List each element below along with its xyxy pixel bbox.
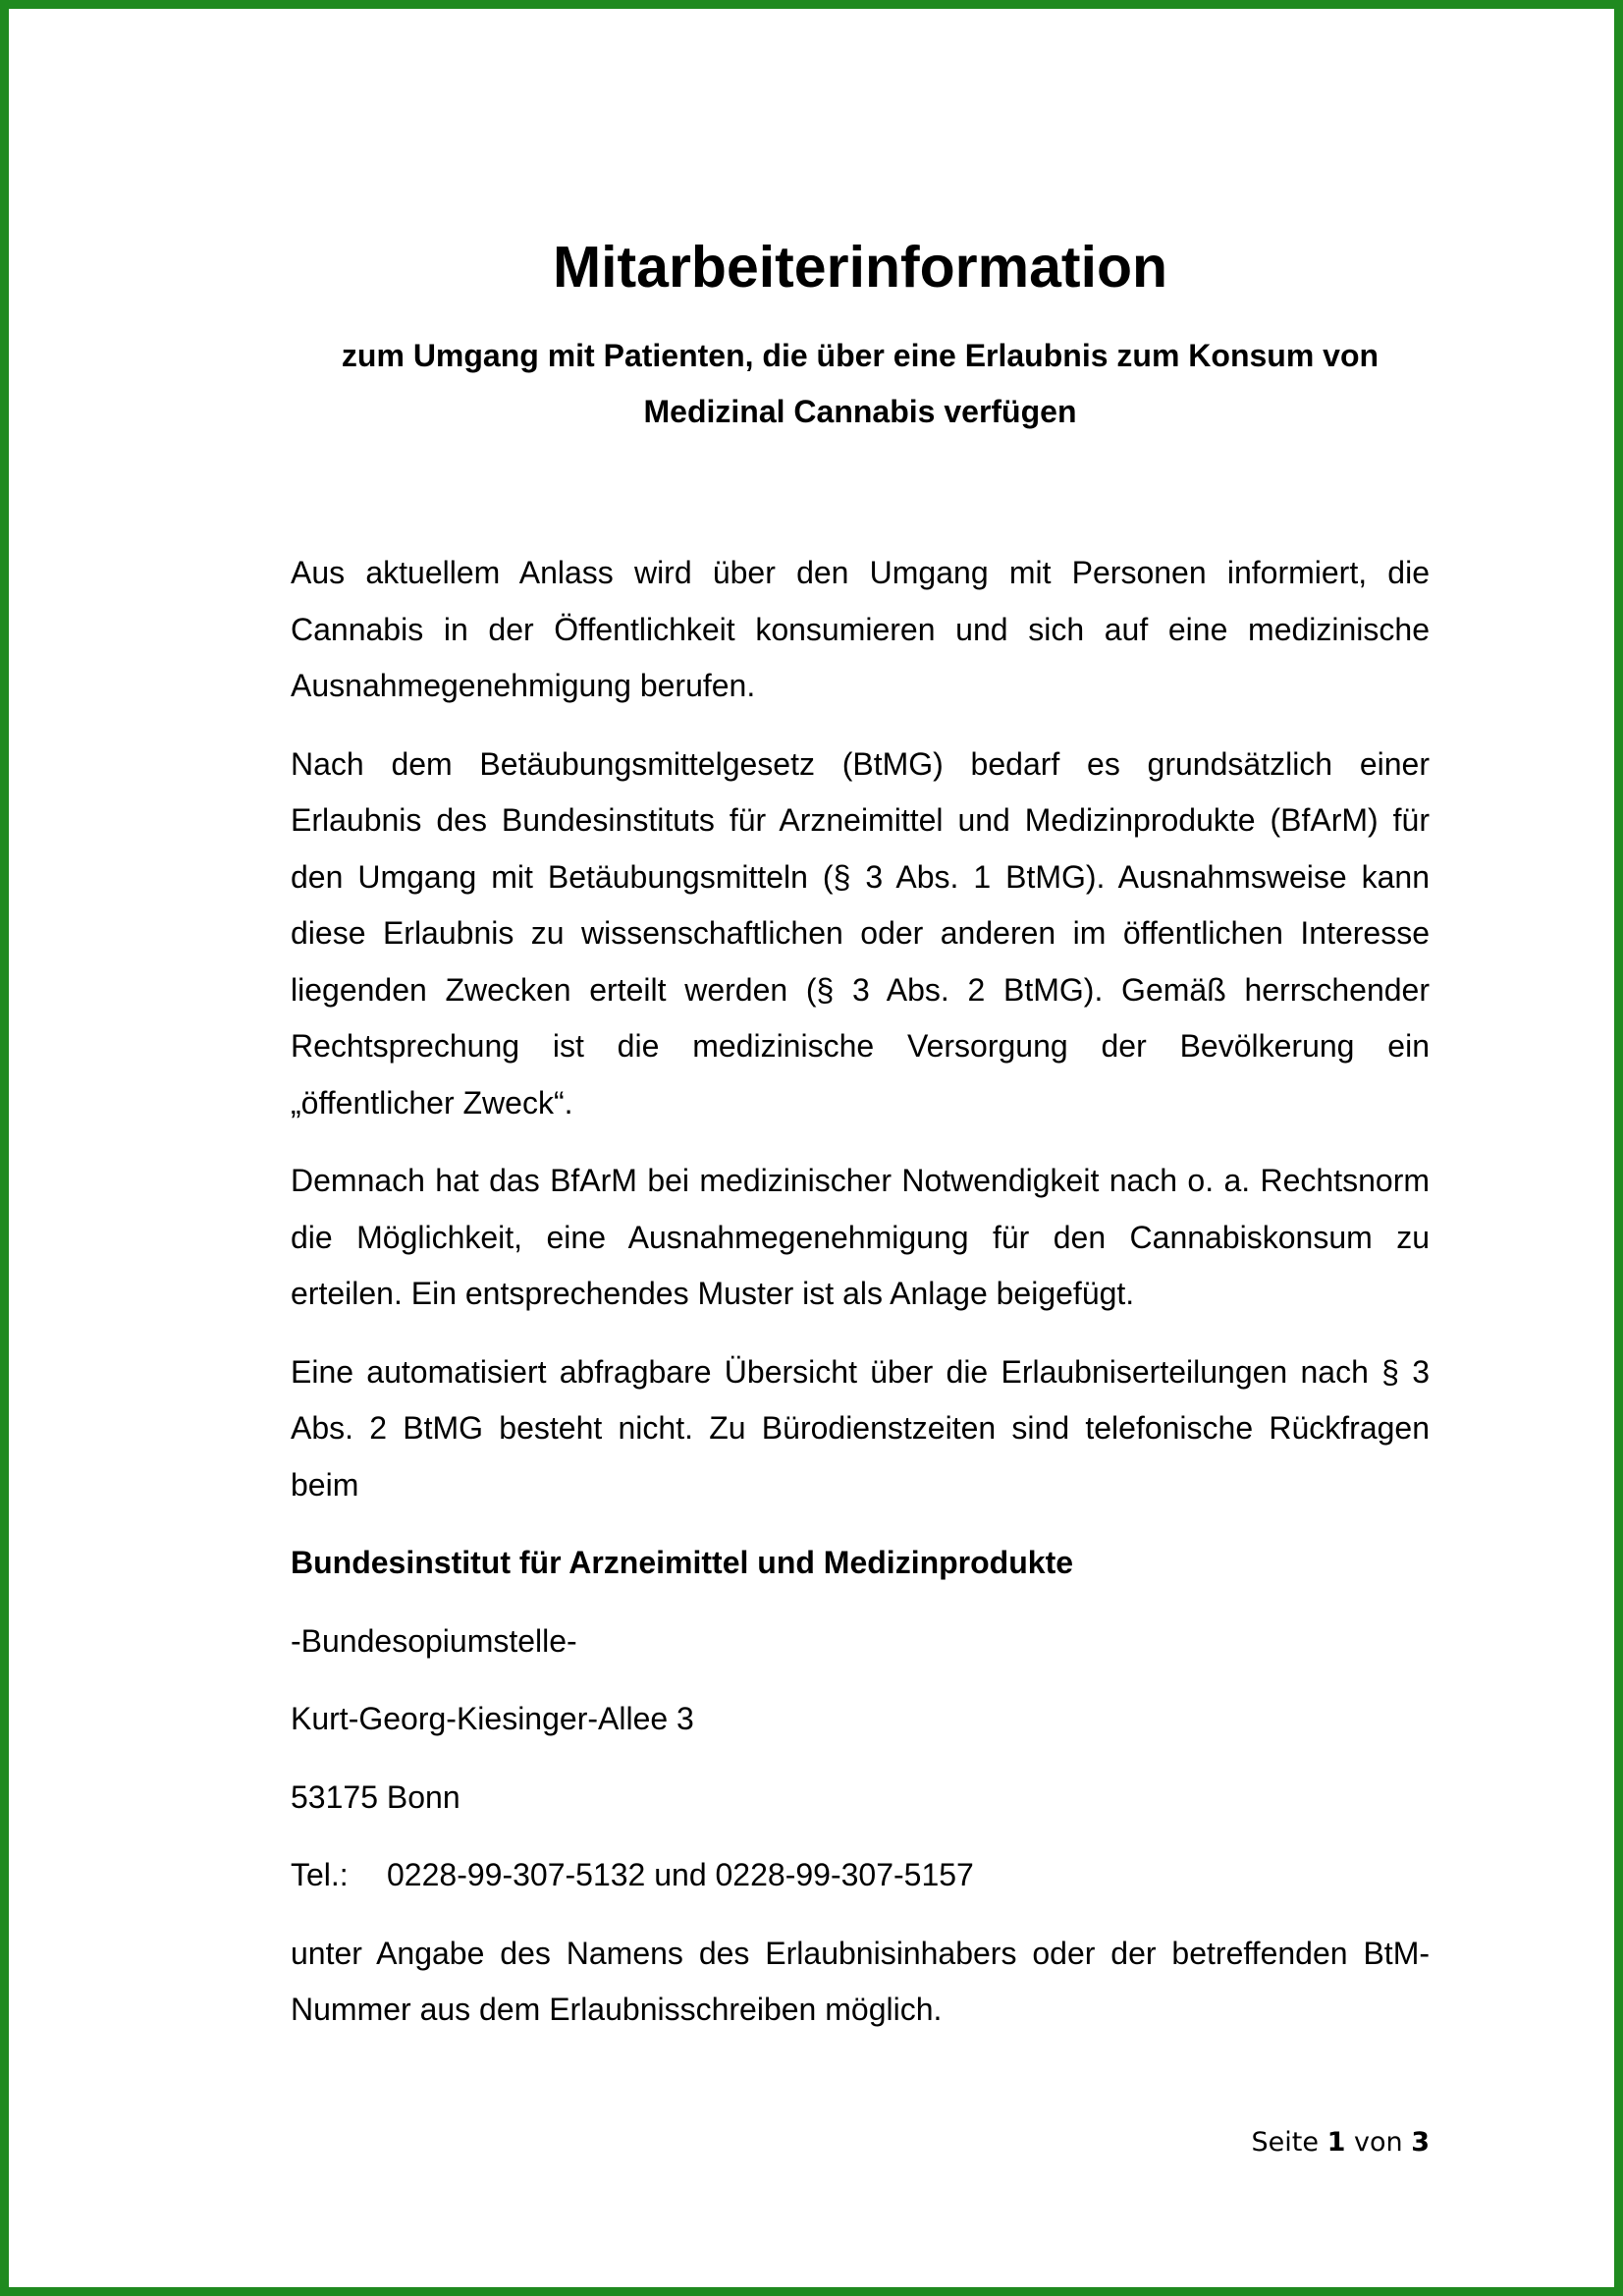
document-subtitle — [291, 328, 1430, 440]
paragraph-inquiry: Eine automatisiert abfragbare Übersicht über die Erlaubniserteilungen nach § 3 Abs. 2 BtMG besteht nicht. Zu Bürodienstzeiten sind telefonische Rückfragen beim — [291, 1353, 1430, 1503]
body-text — [291, 545, 1430, 2039]
phone-numbers: 0228-99-307-5132 und 0228-99-307-5157 — [387, 1857, 974, 1892]
page-sep: von — [1353, 2127, 1403, 2158]
subtitle-line-1: zum Umgang mit Patienten, die über eine Erlaubnis zum Konsum von — [341, 338, 1380, 373]
subtitle-line-2: Medizinal Cannabis verfügen — [643, 394, 1077, 429]
address-department: -Bundesopiumstelle- — [291, 1622, 577, 1659]
address-institute: Bundesinstitut für Arzneimittel und Medizinprodukte — [291, 1545, 1074, 1580]
paragraph-closing: unter Angabe des Namens des Erlaubnisinhabers oder der betreffenden BtM-Nummer aus dem Erlaubnisschreiben möglich. — [291, 1935, 1430, 2027]
page-total: 3 — [1411, 2127, 1430, 2158]
address-phone — [291, 1847, 1430, 1904]
page-number — [1252, 2127, 1430, 2158]
page-current: 1 — [1326, 2127, 1346, 2158]
paragraph-bfarm: Demnach hat das BfArM bei medizinischer Notwendigkeit nach o. a. Rechtsnorm die Möglichkeit, eine Ausnahmegenehmigung für den Cannabiskonsum zu erteilen. Ein entsprechendes Muster ist als Anlage beigefügt. — [291, 1163, 1430, 1311]
paragraph-btmg: Nach dem Betäubungsmittelgesetz (BtMG) bedarf es grundsätzlich einer Erlaubnis des Bundesinstituts für Arzneimittel und Medizinprodukte (BfArM) für den Umgang mit Betäubungsmitteln (§ 3 Abs. 1 BtMG). Ausnahmsweise kann diese Erlaubnis zu wissenschaftlichen oder anderen im öffentlichen Interesse liegenden Zwecken erteilt werden (§ 3 Abs. 2 BtMG). Gemäß herrschender Rechtsprechung ist die medizinische Versorgung der Bevölkerung ein „öffentlicher Zweck“. — [291, 745, 1430, 1121]
page-prefix: Seite — [1251, 2127, 1319, 2158]
document-body — [291, 226, 1430, 2060]
address-street: Kurt-Georg-Kiesinger-Allee 3 — [291, 1701, 694, 1736]
paragraph-intro: Aus aktuellem Anlass wird über den Umgang mit Personen informiert, die Cannabis in der Öffentlichkeit konsumieren und sich auf eine medizinische Ausnahmegenehmigung berufen. — [291, 555, 1430, 703]
document-title: Mitarbeiterinformation — [552, 235, 1168, 300]
address-city: 53175 Bonn — [291, 1778, 460, 1815]
phone-label: Tel.: — [291, 1857, 349, 1892]
